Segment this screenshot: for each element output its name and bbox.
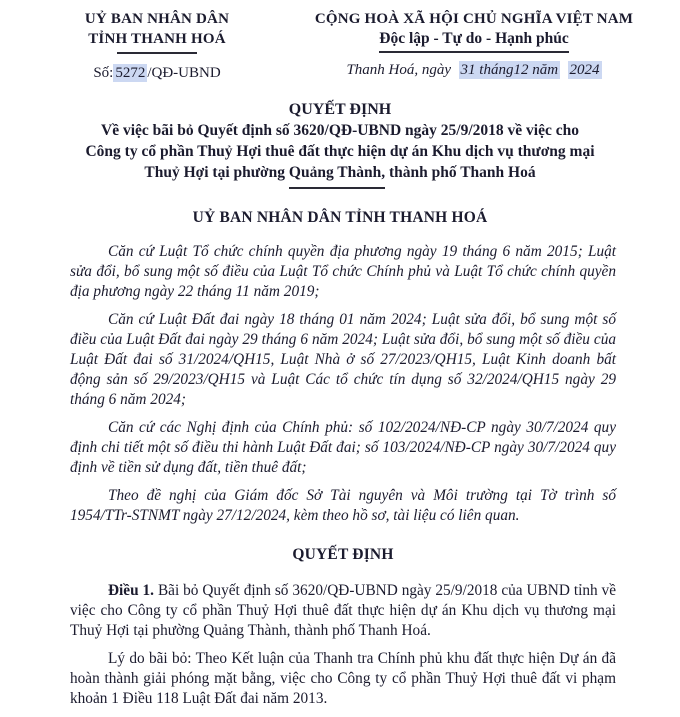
title-line-4-pre: Thuỷ Hợi tại phường	[144, 164, 289, 181]
place-date-line	[286, 62, 662, 79]
article-1-label: Điều 1.	[108, 582, 155, 599]
title-line-4-underlined: Quảng Thành,	[289, 162, 385, 189]
document-number-suffix: /QĐ-UBND	[147, 65, 221, 81]
decision-section-heading: QUYẾT ĐỊNH	[292, 546, 394, 563]
document-number-prefix: Số:	[93, 65, 114, 81]
place-date-prefix: Thanh Hoá, ngày	[346, 62, 452, 78]
authority-name-line2: TỈNH THANH HOÁ	[88, 31, 226, 47]
document-type-heading: QUYẾT ĐỊNH	[288, 101, 392, 118]
article-1-text: Bãi bỏ Quyết định số 3620/QĐ-UBND ngày 25/9/2018 của UBND tỉnh về việc cho Công ty cổ phần Thuỷ Hợi thuê đất thực hiện dự án Khu dịch vụ thương mại Thuỷ Hợi tại phường Quảng Thành, thành phố Thanh Hoá.	[70, 582, 616, 639]
national-header-block	[286, 9, 662, 82]
document-body	[0, 242, 680, 709]
recital-paragraph-2: Căn cứ Luật Đất đai ngày 18 tháng 01 năm 2024; Luật sửa đổi, bổ sung một số điều của Luật Đất đai ngày 29 tháng 6 năm 2024; Luật sửa đổi, bổ sung một số điều của Luật Đất đai số 31/2024/QH15, Luật Nhà ở số 27/2023/QH15, Luật Kinh doanh bất động sản số 29/2023/QH15 và Luật Các tổ chức tín dụng số 32/2024/QH15 ngày 29 tháng 6 năm 2024;	[70, 311, 616, 408]
document-header	[0, 0, 680, 82]
document-number-field[interactable]: 5272	[115, 65, 146, 81]
title-line-4-post: thành phố Thanh Hoá	[385, 164, 536, 181]
document-number-line	[28, 65, 286, 82]
article-1-paragraph	[70, 581, 616, 641]
day-month-field[interactable]: 31 tháng12 năm	[460, 62, 559, 78]
reason-paragraph: Lý do bãi bỏ: Theo Kết luận của Thanh tra Chính phủ khu đất thực hiện Dự án đã hoàn thành giải phóng mặt bằng, việc cho Công ty cổ phần Thuỷ Hợi thuê đất vi phạm khoản 1 Điều 118 Luật Đất đai năm 2013.	[70, 650, 616, 707]
title-line-2: Về việc bãi bỏ Quyết định số 3620/QĐ-UBND ngày 25/9/2018 về việc cho	[101, 122, 579, 139]
title-line-4	[0, 162, 680, 183]
national-name-line: CỘNG HOÀ XÃ HỘI CHỦ NGHĨA VIỆT NAM	[314, 11, 634, 27]
authority-section-heading: UỶ BAN NHÂN DÂN TỈNH THANH HOÁ	[192, 209, 488, 226]
authority-divider-rule	[117, 52, 197, 54]
recital-paragraph-1: Căn cứ Luật Tổ chức chính quyền địa phương ngày 19 tháng 6 năm 2015; Luật sửa đổi, bổ sung một số điều của Luật Tổ chức Chính phủ và Luật Tổ chức chính quyền địa phương ngày 22 tháng 11 năm 2019;	[70, 243, 616, 300]
issuing-authority-block	[28, 9, 286, 82]
recital-paragraph-4: Theo đề nghị của Giám đốc Sở Tài nguyên và Môi trường tại Tờ trình số 1954/TTr-STNMT ngày 27/12/2024, kèm theo hồ sơ, tài liệu có liên quan.	[70, 487, 616, 524]
year-field[interactable]: 2024	[569, 62, 600, 78]
recital-paragraph-3: Căn cứ các Nghị định của Chính phủ: số 102/2024/NĐ-CP ngày 30/7/2024 quy định chi tiết một số điều thi hành Luật Đất đai; số 103/2024/NĐ-CP ngày 30/7/2024 quy định về tiền sử dụng đất, tiền thuê đất;	[70, 419, 616, 476]
document-title-block	[0, 99, 680, 183]
national-motto-line: Độc lập - Tự do - Hạnh phúc	[379, 29, 568, 53]
title-line-3: Công ty cổ phần Thuỷ Hợi thuê đất thực hiện dự án Khu dịch vụ thương mại	[85, 143, 595, 160]
authority-name-line1: UỶ BAN NHÂN DÂN	[84, 11, 230, 27]
